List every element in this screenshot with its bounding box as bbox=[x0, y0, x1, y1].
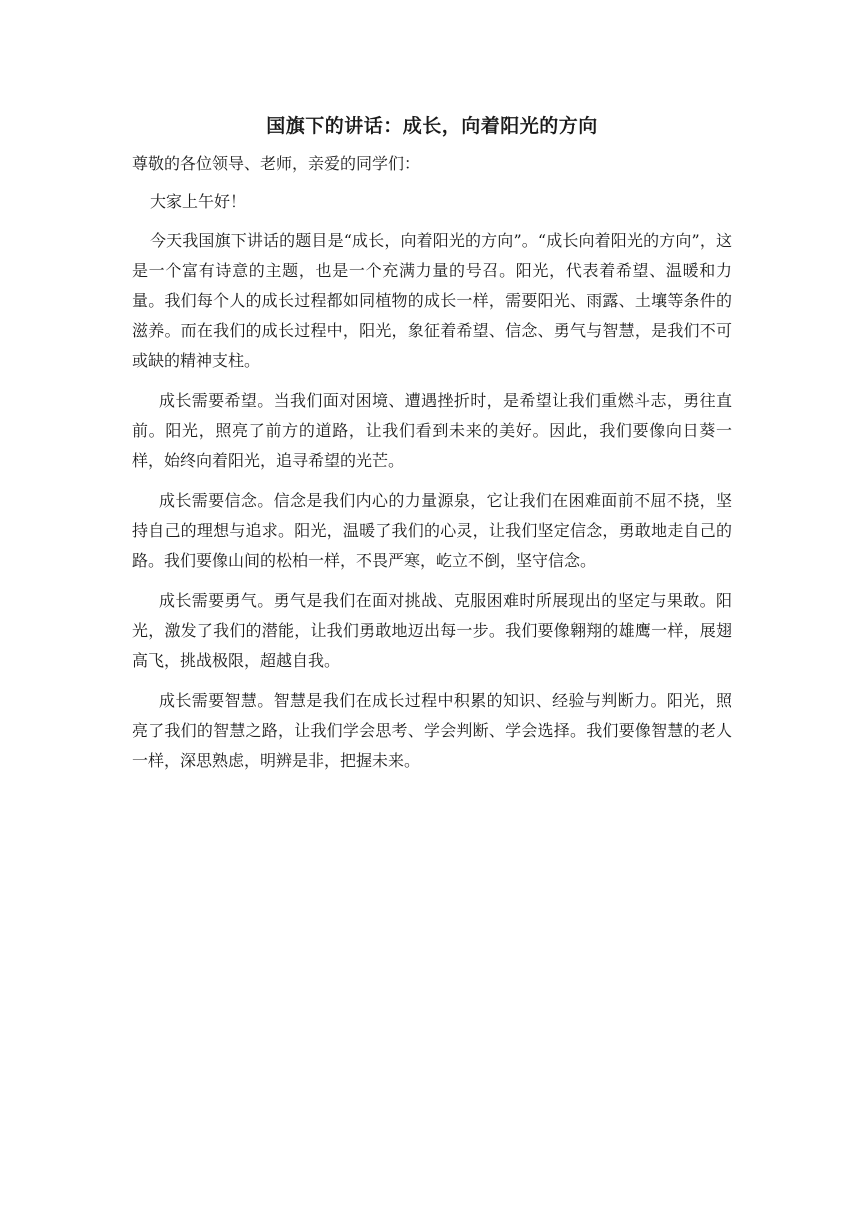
paragraph-hope: 成长需要希望。当我们面对困境、遭遇挫折时，是希望让我们重燃斗志，勇往直前。阳光，照亮了前方的道路，让我们看到未来的美好。因此，我们要像向日葵一样，始终向着阳光，追寻希望的光芒。 bbox=[132, 391, 732, 470]
paragraph-wisdom: 成长需要智慧。智慧是我们在成长过程中积累的知识、经验与判断力。阳光，照亮了我们的智慧之路，让我们学会思考、学会判断、学会选择。我们要像智慧的老人一样，深思熟虑，明辨是非，把握未来。 bbox=[132, 691, 732, 770]
paragraph-courage: 成长需要勇气。勇气是我们在面对挑战、克服困难时所展现出的坚定与果敢。阳光，激发了我们的潜能，让我们勇敢地迈出每一步。我们要像翱翔的雄鹰一样，展翅高飞，挑战极限，超越自我。 bbox=[132, 591, 732, 670]
document-title: 国旗下的讲话：成长，向着阳光的方向 bbox=[266, 115, 598, 137]
paragraph-belief: 成长需要信念。信念是我们内心的力量源泉，它让我们在困难面前不屈不挠，坚持自己的理想与追求。阳光，温暖了我们的心灵，让我们坚定信念，勇敢地走自己的路。我们要像山间的松柏一样，不畏严寒，屹立不倒，坚守信念。 bbox=[132, 491, 732, 570]
greeting: 大家上午好！ bbox=[150, 192, 247, 211]
document-page bbox=[132, 112, 732, 786]
salutation: 尊敬的各位领导、老师，亲爱的同学们： bbox=[132, 154, 421, 173]
paragraph-intro: 今天我国旗下讲话的题目是“成长，向着阳光的方向”。“成长向着阳光的方向”，这是一个富有诗意的主题，也是一个充满力量的号召。阳光，代表着希望、温暖和力量。我们每个人的成长过程都如同植物的成长一样，需要阳光、雨露、土壤等条件的滋养。而在我们的成长过程中，阳光，象征着希望、信念、勇气与智慧，是我们不可或缺的精神支柱。 bbox=[132, 231, 732, 370]
